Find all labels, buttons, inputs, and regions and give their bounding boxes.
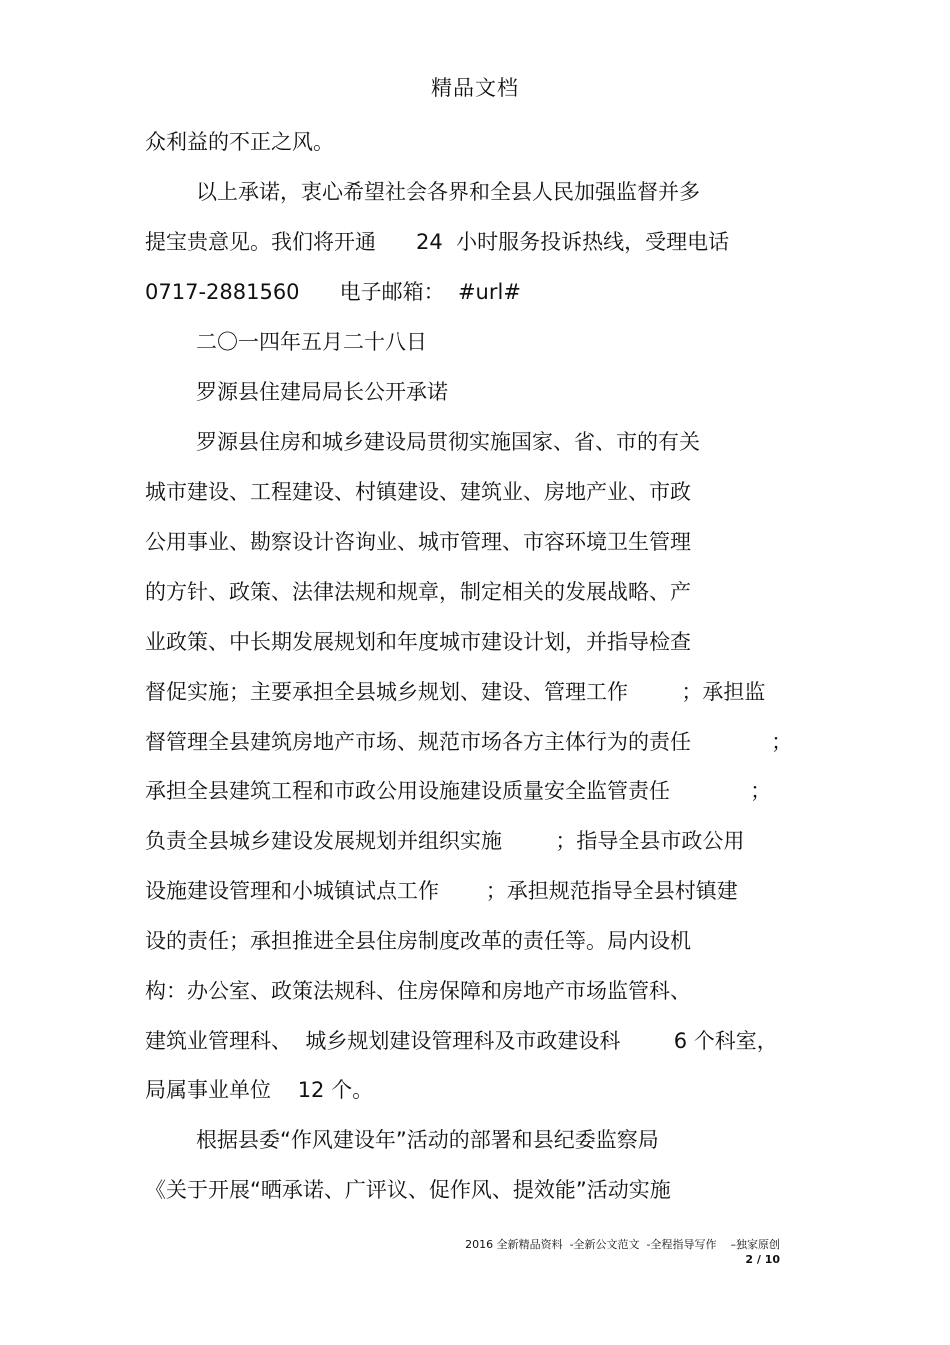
- body-line: 的方针、政策、法律法规和规章，制定相关的发展战略、产: [145, 580, 691, 604]
- body-line: 众利益的不正之风。: [145, 130, 334, 154]
- body-line: 罗源县住建局局长公开承诺: [196, 380, 448, 404]
- body-line: 罗源县住房和城乡建设局贯彻实施国家、省、市的有关: [196, 430, 700, 454]
- body-line: 设的责任；承担推进全县住房制度改革的责任等。局内设机: [145, 929, 691, 953]
- body-line: 0717-2881560 电子邮箱： #url#: [145, 280, 521, 304]
- body-line: 建筑业管理科、 城乡规划建设管理科及市政建设科 6 个科室，: [145, 1029, 778, 1053]
- body-line: 城市建设、工程建设、村镇建设、建筑业、房地产业、市政: [145, 480, 691, 504]
- body-line: 局属事业单位 12 个。: [145, 1078, 374, 1102]
- body-line: 设施建设管理和小城镇试点工作 ；承担规范指导全县村镇建: [145, 879, 738, 903]
- body-line: 根据县委“作风建设年”活动的部署和县纪委监察局: [196, 1128, 659, 1152]
- body-line: 负责全县城乡建设发展规划并组织实施 ；指导全县市政公用: [145, 829, 745, 853]
- body-line: 督促实施；主要承担全县城乡规划、建设、管理工作 ；承担监: [145, 680, 766, 704]
- body-line: 公用事业、勘察设计咨询业、城市管理、市容环境卫生管理: [145, 530, 691, 554]
- body-line: 以上承诺，衷心希望社会各界和全县人民加强监督并多: [196, 180, 700, 204]
- page-header-title: 精品文档: [431, 76, 519, 100]
- footer-note: 2016 全新精品资料 -全新公文范文 -全程指导写作 –独家原创: [465, 1238, 780, 1251]
- body-line: 提宝贵意见。我们将开通 24 小时服务投诉热线，受理电话: [145, 230, 730, 254]
- body-line: 二〇一四年五月二十八日: [196, 330, 427, 354]
- body-line: 业政策、中长期发展规划和年度城市建设计划，并指导检查: [145, 630, 691, 654]
- body-line: 承担全县建筑工程和市政公用设施建设质量安全监管责任 ；: [145, 779, 772, 803]
- page-number: 2 / 10: [745, 1253, 780, 1266]
- body-line: 督管理全县建筑房地产市场、规范市场各方主体行为的责任 ；: [145, 730, 793, 754]
- body-line: 《关于开展“晒承诺、广评议、促作风、提效能”活动实施: [145, 1178, 671, 1202]
- body-line: 构：办公室、政策法规科、住房保障和房地产市场监管科、: [145, 979, 691, 1003]
